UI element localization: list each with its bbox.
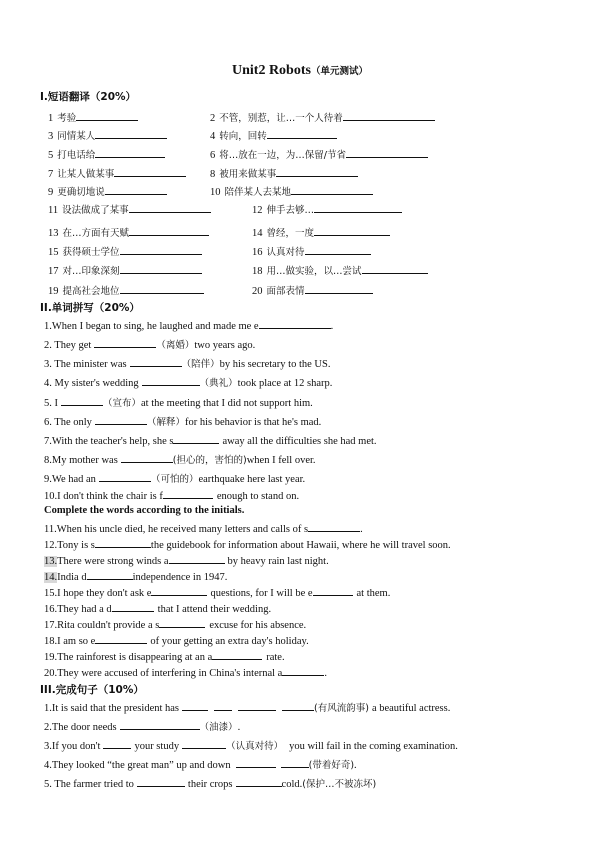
phrase-text: 在…方面有天赋 [62,228,130,239]
section-1-heading: I.短语翻译（20%） [40,91,137,103]
section-2-heading: II.单词拼写（20%） [40,302,140,314]
phrase-number: 5 [48,150,54,161]
answer-blank[interactable] [61,395,103,406]
phrase-item [48,184,167,200]
phrase-number: 4 [210,131,216,142]
answer-blank[interactable] [95,414,147,425]
phrase-text: 转向，回转 [219,131,267,142]
answer-blank[interactable] [151,585,207,596]
answer-blank[interactable] [95,128,167,139]
spelling-item-6: 6. The only （解释）for his behavior is that he's mad. [44,414,321,430]
phrase-text: 提高社会地位 [62,286,120,297]
answer-blank[interactable] [282,700,314,711]
phrase-number: 20 [252,286,263,297]
answer-blank[interactable] [95,147,165,158]
phrase-item [252,244,371,260]
answer-blank[interactable] [182,738,226,749]
spelling-item-8: 8.My mother was (担心的，害怕的)when I fell over. [44,452,316,468]
phrase-text: 用…做实验，以…尝试 [266,266,362,277]
phrase-item [252,202,402,218]
phrase-text: 被用来做某事 [219,169,277,180]
answer-blank[interactable] [281,757,309,768]
phrase-item [48,202,211,218]
answer-blank[interactable] [120,244,202,255]
phrase-item [48,263,202,279]
phrase-text: 设法做成了某事 [62,205,129,216]
answer-blank[interactable] [236,757,276,768]
answer-blank[interactable] [95,633,147,644]
phrase-item [48,166,186,182]
answer-blank[interactable] [129,225,209,236]
answer-blank[interactable] [212,649,262,660]
phrase-text: 认真对待 [266,247,305,258]
sentence-item-4: 4.They looked “the great man” up and down (带着好奇). [44,757,357,773]
title-sub: （单元测试） [310,66,368,77]
phrase-text: 不管，别惹，让…一个人待着 [219,113,343,124]
sentence-item-3: 3.If you don't your study （认真对待） you will fail in the coming examination. [44,738,458,754]
answer-blank[interactable] [163,488,213,499]
initial-item-15: 15.I hope they don't ask e questions, for I will be e at them. [44,585,390,601]
answer-blank[interactable] [314,225,390,236]
phrase-text: 考验 [57,113,77,124]
answer-blank[interactable] [142,375,200,386]
answer-blank[interactable] [305,244,371,255]
answer-blank[interactable] [313,585,353,596]
phrase-item [48,283,204,299]
spelling-item-2: 2. They get （离婚）two years ago. [44,337,255,353]
initial-item-12: 12.Tony is s the guidebook for information about Hawaii, where he will travel soon. [44,537,451,553]
answer-blank[interactable] [130,356,182,367]
phrase-item [48,110,138,126]
answer-blank[interactable] [87,569,133,580]
phrase-number: 8 [210,169,216,180]
answer-blank[interactable] [276,166,358,177]
phrase-item [48,128,167,144]
phrase-number: 6 [210,150,216,161]
phrase-text: 曾经，一度 [266,228,315,239]
phrase-number: 7 [48,169,54,180]
spelling-item-9: 9.We had an （可怕的）earthquake here last year. [44,471,305,487]
phrase-text: 对…印象深刻 [62,266,120,277]
answer-blank[interactable] [362,263,428,274]
answer-blank[interactable] [305,283,373,294]
answer-blank[interactable] [291,184,373,195]
answer-blank[interactable] [236,776,282,787]
spelling-item-3: 3. The minister was （陪伴）by his secretary to the US. [44,356,330,372]
phrase-number: 11 [48,205,59,216]
answer-blank[interactable] [129,202,211,213]
phrase-item [48,147,165,163]
phrase-text: 将…放在一边，为…保留/节省 [219,150,346,161]
phrase-number: 2 [210,113,216,124]
answer-blank[interactable] [182,700,208,711]
spelling-item-4: 4. My sister's wedding （典礼）took place at 12 sharp. [44,375,332,391]
answer-blank[interactable] [346,147,428,158]
phrase-number: 14 [252,228,263,239]
phrase-number: 16 [252,247,263,258]
phrase-text: 同情某人 [57,131,96,142]
title-main: Unit2 Robots [232,63,311,78]
answer-blank[interactable] [137,776,185,787]
answer-blank[interactable] [314,202,402,213]
phrase-number: 13 [48,228,59,239]
answer-blank[interactable] [103,738,131,749]
phrase-number: 17 [48,266,59,277]
answer-blank[interactable] [173,433,219,444]
answer-blank[interactable] [169,553,225,564]
phrase-text: 更确切地说 [57,187,105,198]
initials-instruction: Complete the words according to the initials. [44,505,245,516]
initial-item-13: 13.There were strong winds a by heavy rain last night. [44,553,329,569]
initial-item-17: 17.Rita couldn't provide a s excuse for his absence. [44,617,306,633]
section-3-heading: III.完成句子（10%） [40,684,144,696]
answer-blank[interactable] [112,601,154,612]
initial-item-16: 16.They had a d that I attend their wedding. [44,601,271,617]
answer-blank[interactable] [120,283,204,294]
answer-blank[interactable] [121,452,173,463]
phrase-item [210,110,435,126]
spelling-item-7: 7.With the teacher's help, she s away all the difficulties she had met. [44,433,377,449]
phrase-text: 打电话给 [57,150,96,161]
answer-blank[interactable] [105,184,167,195]
answer-blank[interactable] [259,318,331,329]
phrase-text: 陪伴某人去某地 [224,187,292,198]
phrase-number: 3 [48,131,54,142]
sentence-item-2: 2.The door needs （油漆）. [44,719,240,735]
spelling-item-5: 5. I （宣布）at the meeting that I did not support him. [44,395,313,411]
phrase-text: 伸手去够… [266,205,315,216]
answer-blank[interactable] [282,665,324,676]
sentence-item-5: 5. The farmer tried to their crops cold.(保护…不被冻坏) [44,776,376,792]
phrase-text: 让某人做某事 [57,169,115,180]
answer-blank[interactable] [308,521,360,532]
answer-blank[interactable] [120,719,200,730]
phrase-item [252,225,390,241]
answer-blank[interactable] [120,263,202,274]
phrase-item [48,244,202,260]
initial-item-20: 20.They were accused of interfering in China's internal a . [44,665,327,681]
initial-item-18: 18.I am so e of your getting an extra day's holiday. [44,633,309,649]
answer-blank[interactable] [159,617,205,628]
sentence-item-1: 1.It is said that the president has (有风流韵事) a beautiful actress. [44,700,450,716]
answer-blank[interactable] [94,337,156,348]
phrase-number: 10 [210,187,221,198]
phrase-item [210,166,358,182]
phrase-item [210,184,373,200]
initial-item-11: 11.When his uncle died, he received many letters and calls of s . [44,521,363,537]
initial-item-14: 14.India d independence in 1947. [44,569,227,585]
answer-blank[interactable] [267,128,337,139]
spelling-item-1: 1.When I began to sing, he laughed and made me e . [44,318,333,334]
phrase-item [252,283,373,299]
spelling-item-10: 10.I don't think the chair is f enough to stand on. [44,488,299,504]
phrase-number: 1 [48,113,54,124]
answer-blank[interactable] [238,700,276,711]
phrase-item [252,263,428,279]
phrase-number: 18 [252,266,263,277]
answer-blank[interactable] [214,700,232,711]
phrase-text: 面部表情 [266,286,305,297]
page-title [0,63,600,79]
answer-blank[interactable] [95,537,151,548]
phrase-number: 15 [48,247,59,258]
phrase-text: 获得硕士学位 [62,247,120,258]
answer-blank[interactable] [99,471,151,482]
initial-item-19: 19.The rainforest is disappearing at an a rate. [44,649,285,665]
phrase-number: 19 [48,286,59,297]
phrase-item [210,128,337,144]
phrase-item [210,147,428,163]
phrase-item [48,225,209,241]
answer-blank[interactable] [343,110,435,121]
answer-blank[interactable] [114,166,186,177]
answer-blank[interactable] [76,110,138,121]
phrase-number: 12 [252,205,263,216]
phrase-number: 9 [48,187,54,198]
